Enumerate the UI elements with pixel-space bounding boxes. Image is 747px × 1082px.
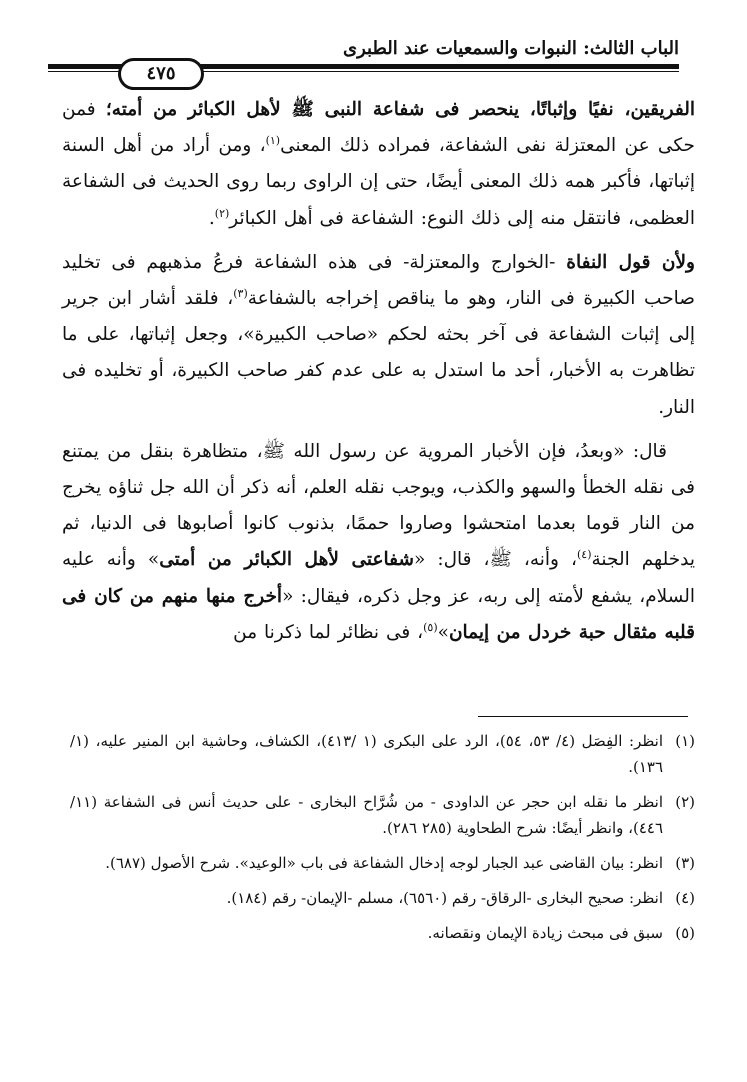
footnote <box>70 920 695 946</box>
footnote <box>70 789 695 841</box>
text-run: ، فى نظائر لما ذكرنا من <box>233 621 424 643</box>
bold-phrase: أخرج منها منهم من كان فى قلبه مثقال حبة خردل من إيمان <box>62 585 695 643</box>
bold-phrase: شفاعتى لأهل الكبائر من أمتى <box>159 549 414 571</box>
bold-phrase: ولأن قول النفاة <box>566 251 695 273</box>
footnotes <box>70 728 695 955</box>
running-header: الباب الثالث: النبوات والسمعيات عند الطبرى <box>343 38 679 59</box>
footnote-number: (٢) <box>675 793 695 811</box>
footnote-number: (٤) <box>675 889 695 907</box>
footnote-ref: (٢) <box>214 206 230 220</box>
paragraph-2 <box>62 245 695 426</box>
bold-phrase: الفريقين، نفيًا وإثباتًا، ينحصر فى شفاعة النبى ﷺ لأهل الكبائر من أمته؛ <box>105 99 695 120</box>
text-run: ، فلقد أشار ابن جرير إلى إثبات الشفاعة فى آخر بحثه لحكم «صاحب الكبيرة»، وجعل إثباتها، على ما تظاهرت به الأخبار، أحد ما استدل به على عدم كفر صاحب الكبيرة، أو تخليده فى النار. <box>62 288 695 418</box>
text-run: فمن حكى عن المعتزلة نفى الشفاعة، فمراده ذلك المعنى <box>62 99 695 157</box>
footnote-ref: (٣) <box>233 286 248 300</box>
footnote-text: انظر ما نقله ابن حجر عن الداودى - من شُرَّاح البخارى - على حديث أنس فى الشفاعة (١١/ ٤٤٦)، وانظر أيضًا: شرح الطحاوية (٢٨٥ ٢٨٦). <box>70 793 663 837</box>
paragraph-1 <box>62 92 695 237</box>
footnote-text: انظر: صحيح البخارى -الرقاق- رقم (٦٥٦٠)، مسلم -الإيمان- رقم (١٨٤). <box>226 889 663 907</box>
footnote <box>70 885 695 911</box>
footnote-text: سبق فى مبحث زيادة الإيمان ونقصانه. <box>427 924 663 942</box>
text-run: . <box>208 207 215 229</box>
text-run: ، ومن أراد من أهل السنة إثباتها، فأكبر همه ذلك المعنى أيضًا، حتى إن الراوى ربما روى الحديث فى الشفاعة العظمى، فانتقل منه إلى ذلك النوع: الشفاعة فى أهل الكبائر <box>62 135 695 229</box>
footnote-ref: (١) <box>265 134 281 148</box>
footnote <box>70 728 695 780</box>
text-run: » <box>437 621 449 643</box>
footnote-ref: (٤) <box>576 548 592 562</box>
footnote-text: انظر: الفِصَل (٤/ ٥٣، ٥٤)، الرد على البكرى (١ /٤١٣)، الكشاف، وحاشية ابن المنير عليه، (١/ ١٣٦). <box>70 732 663 776</box>
main-text <box>62 92 695 651</box>
footnote-separator <box>478 716 688 717</box>
paragraph-3 <box>62 434 695 651</box>
page-number: ٤٧٥ <box>118 58 204 90</box>
text-run: ، وأنه، ﷺ، قال: « <box>414 549 577 571</box>
text-run: قال: «وبعدُ، فإن الأخبار المروية عن رسول الله ﷺ، متظاهرة بنقل من يمتنع فى نقله الخطأ والسهو والكذب، ويوجب نقله العلم، أنه ذكر أن الله جل ثناؤه يخرج من النار قوما بعدما امتحشوا وصاروا حممًا، بذنوب كانوا أصابوها فى الدنيا، ثم يدخلهم الجنة <box>62 440 696 571</box>
footnote-ref: (٥) <box>423 620 438 634</box>
text-run: -الخوارج والمعتزلة- فى هذه الشفاعة فرعُ مذهبهم فى تخليد صاحب الكبيرة فى النار، وهو ما يناقص إخراجه بالشفاعة <box>62 251 695 310</box>
footnote-text: انظر: بيان القاضى عبد الجبار لوجه إدخال الشفاعة فى باب «الوعيد». شرح الأصول (٦٨٧). <box>105 854 663 872</box>
footnote-number: (٣) <box>675 854 695 872</box>
footnote-number: (١) <box>675 732 695 750</box>
text-run: » وأنه عليه السلام، يشفع لأمته إلى ربه، عز وجل ذكره، فيقال: « <box>62 549 696 607</box>
footnote-number: (٥) <box>675 924 695 942</box>
footnote <box>70 850 695 876</box>
